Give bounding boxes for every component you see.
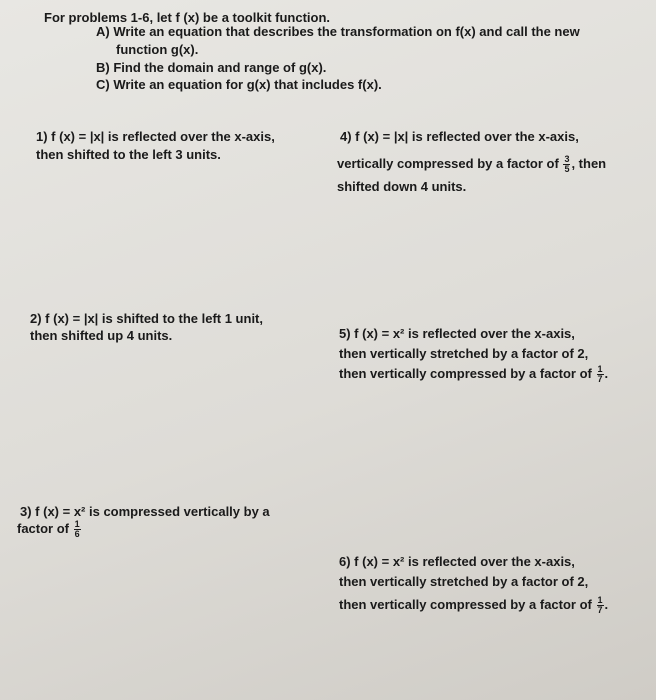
problem-4-line2-suffix: , then [571, 155, 607, 171]
problem-6-frac-den: 7 [597, 605, 603, 615]
problem-4-line2-prefix: vertically compressed by a factor of [337, 155, 559, 171]
problem-6-line1: 6) f (x) = x² is reflected over the x-axis, [339, 554, 575, 569]
problem-5-line1: 5) f (x) = x² is reflected over the x-axis, [339, 326, 575, 341]
instruction-a-line2: function g(x). [116, 42, 199, 57]
problem-4-line3: shifted down 4 units. [337, 179, 467, 194]
problem-2-line2: then shifted up 4 units. [30, 328, 173, 343]
instruction-c: C) Write an equation for g(x) that includes f(x). [96, 77, 382, 92]
problem-3-frac-den: 6 [74, 529, 80, 539]
problem-6-line3-prefix: then vertically compressed by a factor of [339, 596, 592, 612]
problem-1-line2: then shifted to the left 3 units. [36, 147, 221, 162]
problem-1-line1: 1) f (x) = |x| is reflected over the x-axis, [36, 129, 275, 144]
problem-6-line3 [339, 596, 608, 615]
problem-6-line2: then vertically stretched by a factor of 2, [339, 574, 589, 589]
problem-3-line1: 3) f (x) = x² is compressed vertically by a [20, 504, 270, 519]
problem-5-line3 [339, 365, 608, 384]
instruction-b: B) Find the domain and range of g(x). [96, 60, 327, 75]
problem-6-fraction [597, 596, 604, 615]
problem-2-line1: 2) f (x) = |x| is shifted to the left 1 unit, [30, 311, 263, 326]
problem-4-frac-den: 5 [564, 164, 570, 174]
problem-5-line3-suffix: . [604, 365, 609, 381]
intro-text: For problems 1-6, let f (x) be a toolkit function. [44, 10, 331, 25]
problem-5-fraction [597, 365, 604, 384]
problem-5-frac-den: 7 [597, 374, 603, 384]
problem-3-fraction [74, 520, 81, 539]
problem-5-line3-prefix: then vertically compressed by a factor of [339, 365, 592, 381]
problem-6-line3-suffix: . [604, 596, 609, 612]
problem-3-line2 [17, 520, 82, 539]
problem-3-line2-prefix: factor of [17, 520, 69, 536]
problem-4-line2 [337, 155, 606, 174]
instruction-a-line1: A) Write an equation that describes the transformation on f(x) and call the new [96, 24, 580, 39]
problem-5-frac-num: 1 [597, 364, 603, 374]
problem-4-frac-num: 3 [564, 154, 570, 164]
problem-6-frac-num: 1 [597, 595, 603, 605]
problem-3-frac-num: 1 [74, 519, 80, 529]
problem-5-line2: then vertically stretched by a factor of 2, [339, 346, 589, 361]
problem-4-line1: 4) f (x) = |x| is reflected over the x-axis, [340, 129, 579, 144]
problem-4-fraction [563, 155, 570, 174]
